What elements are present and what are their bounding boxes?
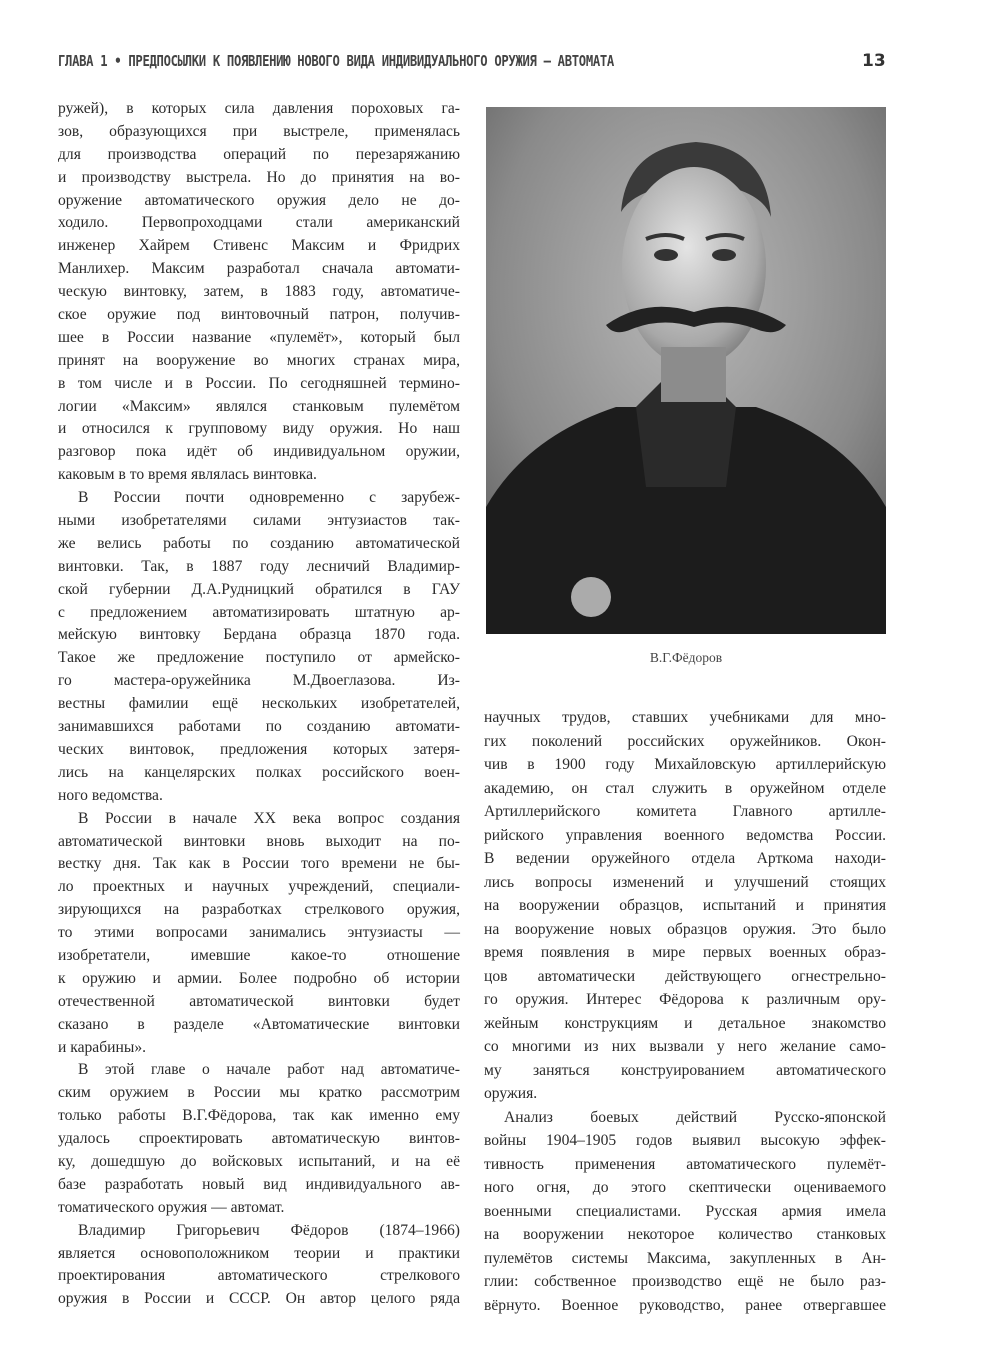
text-line: шее в России название «пулемёт», который был xyxy=(58,328,460,346)
paragraph xyxy=(484,706,886,1106)
text-line: на вооружении некоторое количество станковых xyxy=(484,1226,886,1243)
text-line: же велись работы по созданию автоматической xyxy=(58,534,460,552)
text-line: ческую винтовку, затем, в 1883 году, автоматиче- xyxy=(58,283,460,301)
text-line: логии «Максим» являлся станковым пулемётом xyxy=(58,397,460,415)
text-line: Такое же предложение поступило от армейско- xyxy=(58,649,460,667)
text-line: В ведении оружейного отдела Арткома находи- xyxy=(484,850,886,867)
text-line: является основоположником теории и практики xyxy=(58,1244,460,1262)
paragraph xyxy=(58,487,460,807)
text-line: оружение автоматического оружия дело не до- xyxy=(58,191,460,209)
text-line: на вооружение новых образцов оружия. Это было xyxy=(484,920,886,938)
text-line: гих поколений российских оружейников. Окон- xyxy=(484,732,886,750)
text-line: с предложением автоматизировать штатную ар- xyxy=(58,603,460,621)
text-line: только работы В.Г.Фёдорова, так как именно ему xyxy=(58,1107,460,1125)
text-line: ружей), в которых сила давления пороховых га- xyxy=(58,100,460,117)
text-line: к оружию и армии. Более подробно об истории xyxy=(58,969,460,987)
text-line: ходило. Первопроходцами стали американский xyxy=(58,214,460,232)
text-line: зов, образующихся при выстреле, применялась xyxy=(58,122,460,140)
text-line: Артиллерийского комитета Главного артилле- xyxy=(484,803,886,820)
text-line: то этими вопросами занимались энтузиасты — xyxy=(58,924,460,942)
left-text-column xyxy=(58,98,460,1311)
text-line: изобретатели, имевшие какое-то отношение xyxy=(58,946,460,964)
photo-caption: В.Г.Фёдоров xyxy=(649,650,723,665)
portrait-photo xyxy=(486,107,886,634)
text-line: глии: собственное производство ещё не было раз- xyxy=(484,1273,886,1290)
text-line: зирующихся на разработках стрелкового оружия, xyxy=(58,901,460,919)
text-line: сказано в разделе «Автоматические винтовки xyxy=(58,1015,460,1033)
text-line: ческих винтовок, предложения которых затеря- xyxy=(58,740,460,758)
text-line: удалось спроектировать автоматическую винтов- xyxy=(58,1130,460,1148)
text-line: тивность применения автоматического пулемёт- xyxy=(484,1155,886,1173)
text-line: лись на канцелярских полках российского воен- xyxy=(58,763,460,781)
text-line: мейскую винтовку Бердана образца 1870 года. xyxy=(58,626,460,644)
text-line: вестны фамилии ещё нескольких изобретателей, xyxy=(58,695,460,713)
text-line: рийского управления военного ведомства России. xyxy=(484,826,886,844)
page-number: 13 xyxy=(862,51,886,71)
text-line: ными изобретателями силами энтузиастов так- xyxy=(58,512,460,530)
text-line: и относился к групповому виду оружия. Но наш xyxy=(58,420,460,438)
paragraph xyxy=(58,808,460,1060)
paragraph xyxy=(58,1220,460,1312)
text-line: научных трудов, ставших учебниками для мно- xyxy=(484,709,886,726)
running-header: ГЛАВА 1 • ПРЕДПОСЫЛКИ К ПОЯВЛЕНИЮ НОВОГО ВИДА ИНДИВИДУАЛЬНОГО ОРУЖИЯ — АВТОМАТА xyxy=(58,52,614,70)
text-line: ло проектных и научных учреждений, специали- xyxy=(58,878,460,896)
paragraph xyxy=(58,1059,460,1219)
text-line: го мастера-оружейника М.Двоеглазова. Из- xyxy=(58,672,460,690)
text-line: винтовки. Так, в 1887 году лесничий Владимир- xyxy=(58,557,460,575)
text-line: на вооружении образцов, испытаний и принятия xyxy=(484,897,886,914)
text-line: ским оружием в России мы кратко рассмотрим xyxy=(58,1084,460,1102)
text-line: и карабины». xyxy=(58,1038,147,1056)
text-line: в том числе и в России. По сегодняшней термино- xyxy=(58,374,460,392)
text-line: принят на вооружение во многих странах мира, xyxy=(58,351,460,369)
text-line: время появления в мире первых военных образ- xyxy=(484,944,886,961)
text-line: лись вопросы изменений и улучшений стоящих xyxy=(484,873,886,891)
text-line: вестку дня. Так как в России того времени не бы- xyxy=(58,855,460,873)
text-line: ного ведомства. xyxy=(58,786,163,804)
portrait-image xyxy=(486,107,886,634)
text-line: томатического оружия — автомат. xyxy=(58,1198,285,1216)
text-line: военными специалистами. Русская армия имела xyxy=(484,1202,886,1220)
text-line: Владимир Григорьевич Фёдоров (1874–1966) xyxy=(78,1221,460,1239)
text-line: В России в начале XX века вопрос создания xyxy=(78,809,460,827)
text-line: оружия. xyxy=(484,1085,538,1102)
text-line: академию, он стал служить в оружейном отделе xyxy=(484,779,886,797)
text-line: му заняться конструированием автоматического xyxy=(484,1061,886,1079)
text-line: и производству выстрела. Но до принятия на во- xyxy=(58,168,460,186)
text-line: ку, дошедшую до войсковых испытаний, и на её xyxy=(58,1152,460,1170)
text-line: занимавшихся работами по созданию автомати- xyxy=(58,718,460,736)
text-line: Анализ боевых действий Русско-японской xyxy=(504,1108,886,1126)
text-line: жейным конструкциям и детальное знакомство xyxy=(484,1014,886,1032)
text-line: автоматической винтовки вновь выходит на по- xyxy=(58,832,460,850)
right-text-column xyxy=(484,706,886,1317)
text-line: проектирования автоматического стрелкового xyxy=(58,1267,460,1285)
text-line: ного огня, до этого скептически оцениваемого xyxy=(484,1179,886,1196)
text-line: ской губернии Д.А.Рудницкий обратился в ГАУ xyxy=(58,580,460,598)
text-line: В этой главе о начале работ над автоматиче- xyxy=(78,1061,460,1079)
paragraph xyxy=(484,1106,886,1318)
text-line: чив в 1900 году Михайловскую артиллерийскую xyxy=(484,756,886,773)
text-line: со многими из них вызвали у него желание само- xyxy=(484,1038,886,1055)
text-line: для производства операций по перезаряжанию xyxy=(58,145,460,163)
text-line: каковым в то время являлась винтовка. xyxy=(58,466,317,484)
text-line: Манлихер. Максим разработал сначала автомати- xyxy=(58,260,460,278)
text-line: вёрнуто. Военное руководство, ранее отвергавшее xyxy=(484,1296,886,1314)
paragraph xyxy=(58,98,460,487)
text-line: инженер Хайрем Стивенс Максим и Фридрих xyxy=(58,237,460,255)
text-line: базе разработать новый вид индивидуального ав- xyxy=(58,1175,460,1193)
text-line: цов автоматически действующего огнестрельно- xyxy=(484,967,886,985)
text-line: го оружия. Интерес Фёдорова к различным ору- xyxy=(484,991,886,1008)
text-line: войны 1904–1905 годов выявил высокую эффек- xyxy=(484,1132,886,1149)
text-line: пулемётов системы Максима, закупленных в Ан- xyxy=(484,1249,886,1267)
text-line: оружия в России и СССР. Он автор целого ряда xyxy=(58,1290,460,1308)
text-line: ское оружие под винтовочный патрон, получив- xyxy=(58,306,460,324)
text-line: отечественной автоматической винтовки будет xyxy=(58,992,460,1010)
text-line: В России почти одновременно с зарубеж- xyxy=(78,489,460,507)
text-line: разговор пока идёт об индивидуальном оружии, xyxy=(58,443,460,461)
